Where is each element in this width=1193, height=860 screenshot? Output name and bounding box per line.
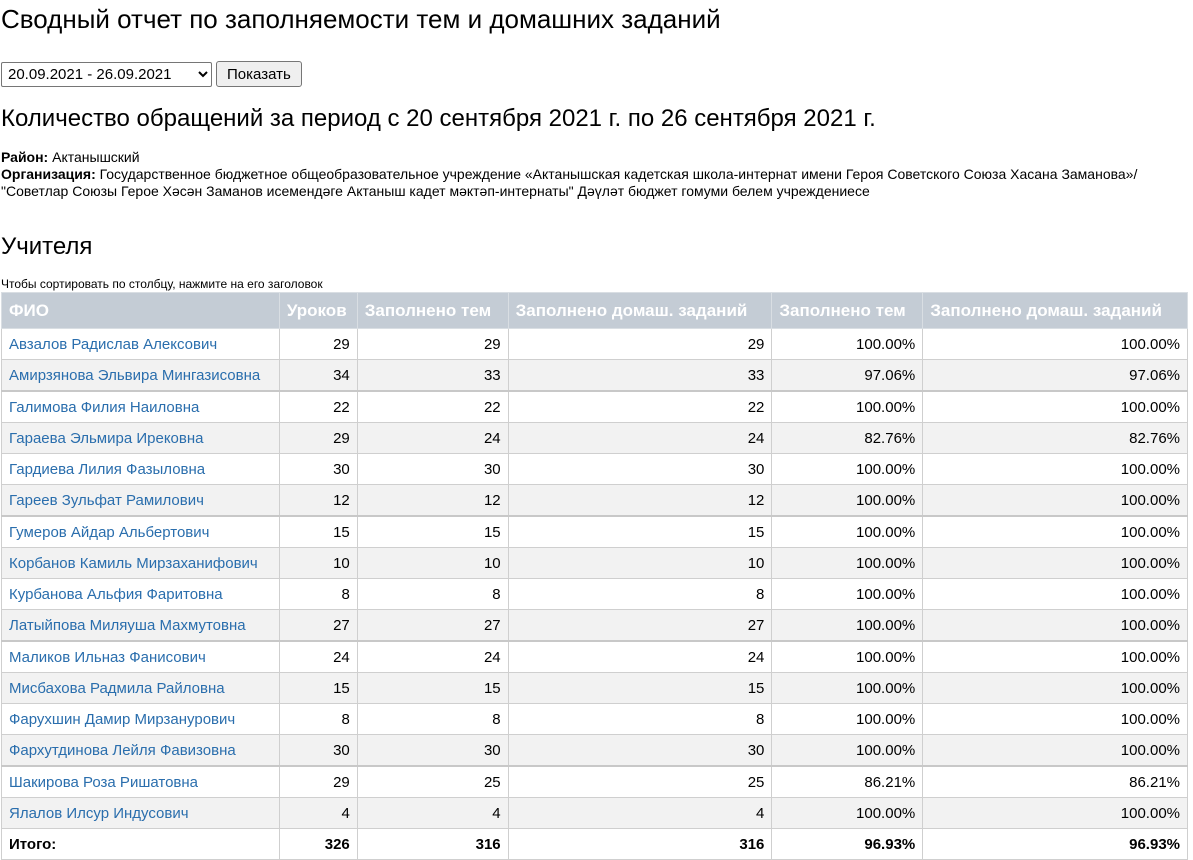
- topics-percent-cell: 100.00%: [772, 391, 923, 423]
- topics-cell: 29: [357, 329, 508, 360]
- homework-percent-cell: 100.00%: [923, 485, 1188, 517]
- teacher-name: [2, 735, 280, 767]
- teacher-name: [2, 610, 280, 642]
- teachers-heading: Учителя: [1, 233, 93, 260]
- totals-homework-percent: 96.93%: [923, 829, 1188, 860]
- organization-info: [1, 149, 1181, 200]
- topics-cell: 8: [357, 579, 508, 610]
- topics-percent-cell: 100.00%: [772, 704, 923, 735]
- teacher-name: [2, 329, 280, 360]
- teacher-link[interactable]: Шакирова Роза Ришатовна: [9, 773, 199, 791]
- table-row: [2, 516, 1188, 548]
- topics-percent-cell: 82.76%: [772, 423, 923, 454]
- teacher-link[interactable]: Амирзянова Эльвира Мингазисовна: [9, 366, 261, 384]
- teacher-name: [2, 360, 280, 392]
- topics-percent-cell: 100.00%: [772, 548, 923, 579]
- teacher-link[interactable]: Курбанова Альфия Фаритовна: [9, 585, 223, 603]
- table-row: [2, 798, 1188, 829]
- homework-percent-cell: 100.00%: [923, 329, 1188, 360]
- teacher-link[interactable]: Гумеров Айдар Альбертович: [9, 523, 210, 541]
- table-row: [2, 360, 1188, 392]
- lessons-cell: 12: [279, 485, 357, 517]
- topics-cell: 25: [357, 766, 508, 798]
- lessons-cell: 30: [279, 454, 357, 485]
- teacher-name: [2, 704, 280, 735]
- table-row: [2, 641, 1188, 673]
- teacher-name: [2, 641, 280, 673]
- table-row: [2, 329, 1188, 360]
- lessons-cell: 22: [279, 391, 357, 423]
- lessons-cell: 4: [279, 798, 357, 829]
- header-fio[interactable]: ФИО: [2, 293, 280, 329]
- homework-percent-cell: 100.00%: [923, 641, 1188, 673]
- topics-cell: 10: [357, 548, 508, 579]
- table-row: [2, 579, 1188, 610]
- homework-cell: 8: [508, 579, 772, 610]
- teacher-name: [2, 766, 280, 798]
- homework-cell: 22: [508, 391, 772, 423]
- table-row: [2, 766, 1188, 798]
- homework-cell: 33: [508, 360, 772, 392]
- teacher-name: [2, 423, 280, 454]
- table-row: [2, 735, 1188, 767]
- topics-percent-cell: 100.00%: [772, 735, 923, 767]
- teacher-link[interactable]: Корбанов Камиль Мирзаханифович: [9, 554, 258, 572]
- teacher-name: [2, 391, 280, 423]
- topics-cell: 33: [357, 360, 508, 392]
- topics-percent-cell: 86.21%: [772, 766, 923, 798]
- teacher-name: [2, 485, 280, 517]
- teacher-link[interactable]: Фархутдинова Лейля Фавизовна: [9, 741, 236, 759]
- teacher-name: [2, 579, 280, 610]
- homework-cell: 30: [508, 735, 772, 767]
- lessons-cell: 15: [279, 516, 357, 548]
- table-row: [2, 454, 1188, 485]
- sort-hint: Чтобы сортировать по столбцу, нажмите на его заголовок: [1, 277, 323, 291]
- district-label: Район:: [1, 149, 49, 165]
- topics-percent-cell: 100.00%: [772, 454, 923, 485]
- totals-label: Итого:: [2, 829, 280, 860]
- homework-percent-cell: 100.00%: [923, 735, 1188, 767]
- page-title: Сводный отчет по заполняемости тем и домашних заданий: [1, 4, 721, 34]
- organization-label: Организация:: [1, 166, 96, 182]
- table-row: [2, 704, 1188, 735]
- homework-cell: 30: [508, 454, 772, 485]
- show-button[interactable]: Показать: [216, 61, 302, 87]
- topics-cell: 30: [357, 454, 508, 485]
- homework-cell: 25: [508, 766, 772, 798]
- lessons-cell: 8: [279, 579, 357, 610]
- topics-cell: 4: [357, 798, 508, 829]
- homework-percent-cell: 100.00%: [923, 704, 1188, 735]
- teacher-link[interactable]: Гараева Эльмира Ирековна: [9, 429, 204, 447]
- lessons-cell: 8: [279, 704, 357, 735]
- topics-cell: 12: [357, 485, 508, 517]
- lessons-cell: 29: [279, 329, 357, 360]
- homework-cell: 24: [508, 423, 772, 454]
- teacher-name: [2, 798, 280, 829]
- lessons-cell: 27: [279, 610, 357, 642]
- lessons-cell: 29: [279, 423, 357, 454]
- topics-cell: 8: [357, 704, 508, 735]
- header-homework-filled-percent[interactable]: Заполнено домаш. заданий: [923, 293, 1188, 329]
- homework-percent-cell: 100.00%: [923, 454, 1188, 485]
- topics-cell: 15: [357, 516, 508, 548]
- topics-cell: 24: [357, 641, 508, 673]
- teacher-name: [2, 673, 280, 704]
- teacher-link[interactable]: Авзалов Радислав Алексович: [9, 335, 218, 353]
- period-controls: [1, 62, 302, 88]
- table-header-row: [2, 293, 1188, 329]
- table-row: [2, 548, 1188, 579]
- homework-cell: 24: [508, 641, 772, 673]
- teacher-link[interactable]: Гареев Зульфат Рамилович: [9, 491, 204, 509]
- topics-percent-cell: 100.00%: [772, 516, 923, 548]
- teacher-link[interactable]: Мисбахова Радмила Райловна: [9, 679, 225, 697]
- header-lessons[interactable]: Уроков: [279, 293, 357, 329]
- lessons-cell: 30: [279, 735, 357, 767]
- lessons-cell: 10: [279, 548, 357, 579]
- teacher-link[interactable]: Маликов Ильназ Фанисович: [9, 648, 206, 666]
- topics-percent-cell: 100.00%: [772, 673, 923, 704]
- period-select[interactable]: [1, 62, 212, 87]
- lessons-cell: 24: [279, 641, 357, 673]
- homework-cell: 10: [508, 548, 772, 579]
- totals-topics: 316: [357, 829, 508, 860]
- table-row: [2, 485, 1188, 517]
- homework-cell: 4: [508, 798, 772, 829]
- header-topics-filled[interactable]: Заполнено тем: [357, 293, 508, 329]
- lessons-cell: 15: [279, 673, 357, 704]
- homework-percent-cell: 100.00%: [923, 610, 1188, 642]
- topics-cell: 22: [357, 391, 508, 423]
- district-value: Актанышский: [52, 149, 140, 165]
- table-row: [2, 673, 1188, 704]
- table-row: [2, 423, 1188, 454]
- lessons-cell: 29: [279, 766, 357, 798]
- homework-cell: 29: [508, 329, 772, 360]
- teacher-name: [2, 516, 280, 548]
- topics-percent-cell: 100.00%: [772, 610, 923, 642]
- topics-percent-cell: 100.00%: [772, 485, 923, 517]
- homework-percent-cell: 100.00%: [923, 391, 1188, 423]
- totals-topics-percent: 96.93%: [772, 829, 923, 860]
- table-row: [2, 610, 1188, 642]
- teacher-link[interactable]: Фарухшин Дамир Мирзанурович: [9, 710, 236, 728]
- homework-percent-cell: 100.00%: [923, 798, 1188, 829]
- totals-homework: 316: [508, 829, 772, 860]
- homework-cell: 12: [508, 485, 772, 517]
- topics-cell: 30: [357, 735, 508, 767]
- homework-cell: 15: [508, 673, 772, 704]
- homework-percent-cell: 82.76%: [923, 423, 1188, 454]
- teacher-name: [2, 454, 280, 485]
- topics-percent-cell: 100.00%: [772, 329, 923, 360]
- table-row: [2, 391, 1188, 423]
- topics-percent-cell: 100.00%: [772, 641, 923, 673]
- organization-value: Государственное бюджетное общеобразовательное учреждение «Актанышская кадетская школа-интернат имени Героя Советского Союза Хасана Заманова»/ "Советлар Союзы Герое Хәсән Заманов исемендәге Актаныш кадет мәктәп-интернаты" Дәүләт бюджет гомуми белем учреждениесе: [1, 166, 1138, 199]
- teacher-link[interactable]: Ялалов Илсур Индусович: [9, 804, 189, 822]
- topics-cell: 15: [357, 673, 508, 704]
- topics-cell: 27: [357, 610, 508, 642]
- topics-percent-cell: 100.00%: [772, 798, 923, 829]
- period-heading: Количество обращений за период с 20 сентября 2021 г. по 26 сентября 2021 г.: [1, 105, 876, 132]
- topics-cell: 24: [357, 423, 508, 454]
- homework-percent-cell: 86.21%: [923, 766, 1188, 798]
- homework-percent-cell: 100.00%: [923, 548, 1188, 579]
- homework-cell: 15: [508, 516, 772, 548]
- homework-cell: 27: [508, 610, 772, 642]
- homework-percent-cell: 100.00%: [923, 673, 1188, 704]
- topics-percent-cell: 97.06%: [772, 360, 923, 392]
- teachers-table: [1, 292, 1188, 860]
- header-topics-filled-percent[interactable]: Заполнено тем: [772, 293, 923, 329]
- teacher-link[interactable]: Гардиева Лилия Фазыловна: [9, 460, 206, 478]
- homework-percent-cell: 100.00%: [923, 516, 1188, 548]
- homework-cell: 8: [508, 704, 772, 735]
- homework-percent-cell: 97.06%: [923, 360, 1188, 392]
- lessons-cell: 34: [279, 360, 357, 392]
- teacher-name: [2, 548, 280, 579]
- header-homework-filled[interactable]: Заполнено домаш. заданий: [508, 293, 772, 329]
- topics-percent-cell: 100.00%: [772, 579, 923, 610]
- homework-percent-cell: 100.00%: [923, 579, 1188, 610]
- totals-lessons: 326: [279, 829, 357, 860]
- teacher-link[interactable]: Галимова Филия Наиловна: [9, 398, 200, 416]
- teacher-link[interactable]: Латыйпова Миляуша Махмутовна: [9, 616, 246, 634]
